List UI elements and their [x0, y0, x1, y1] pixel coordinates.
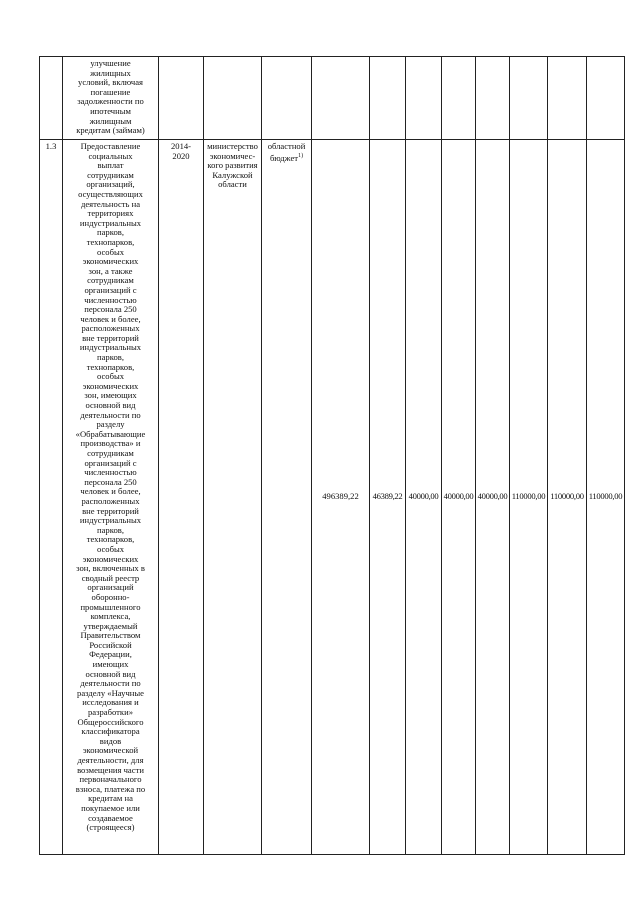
cell-empty [476, 57, 510, 140]
cell-empty [442, 57, 476, 140]
cell-period [159, 140, 204, 855]
table-row-continuation [40, 57, 625, 140]
value-total: 496389,22 [312, 140, 370, 855]
description-text: улучшение жилищных условий, включая погашение задолженности по ипотечным жилищным кредитам (займам) [76, 58, 145, 136]
cell-empty [204, 57, 262, 140]
cell-empty [312, 57, 370, 140]
description-text: Предоставление социальных выплат сотрудникам организаций, осуществляющих деятельность на территориях индустриальных парков, технопарков, особых экономических зон, а также сотрудникам организаций с численностью персонала 250 человек и более, расположенных вне территорий индустриальных парков, технопарков, особых экономических зон, имеющих основной вид деятельности по разделу «Обрабатывающие производства» и сотрудникам организаций с численностью персонала 250 человек и более, расположенных вне территорий индустриальных парков, технопарков, особых экономических зон, включенных в сводный реестр организаций оборонно- промышленного комплекса, утверждаемый Правительством Российской Федерации, имеющих основной вид деятельности по разделу «Научные исследования и разработки» Общероссийского классификатора видов экономической деятельности, для возмещения части первоначального взноса, платежа по кредитам на покупаемое или создаваемое (строящееся) [75, 141, 146, 833]
cell-empty [510, 57, 548, 140]
value-year-2015: 40000,00 [406, 140, 442, 855]
value-year-2016: 40000,00 [442, 140, 476, 855]
program-table [39, 56, 625, 855]
cell-empty [159, 57, 204, 140]
value-year-2019: 110000,00 [548, 140, 587, 855]
cell-number [40, 140, 63, 855]
source-footnote: 1) [298, 152, 304, 159]
cell-description [63, 140, 159, 855]
cell-empty [548, 57, 587, 140]
cell-executor [204, 140, 262, 855]
cell-number-empty [40, 57, 63, 140]
period-text: 2014- 2020 [170, 141, 192, 161]
value-year-2020: 110000,00 [587, 140, 625, 855]
executor-text: министерство экономичес- кого развития Калужской области [207, 141, 258, 190]
value-year-2017: 40000,00 [476, 140, 510, 855]
cell-empty [370, 57, 406, 140]
cell-empty [262, 57, 312, 140]
cell-empty [587, 57, 625, 140]
cell-empty [406, 57, 442, 140]
row-number: 1.3 [45, 141, 57, 151]
cell-description [63, 57, 159, 140]
cell-source [262, 140, 312, 855]
value-year-2018: 110000,00 [510, 140, 548, 855]
table-row-1-3 [40, 140, 625, 855]
source-text: областной бюджет [267, 141, 306, 163]
value-year-2014: 46389,22 [370, 140, 406, 855]
